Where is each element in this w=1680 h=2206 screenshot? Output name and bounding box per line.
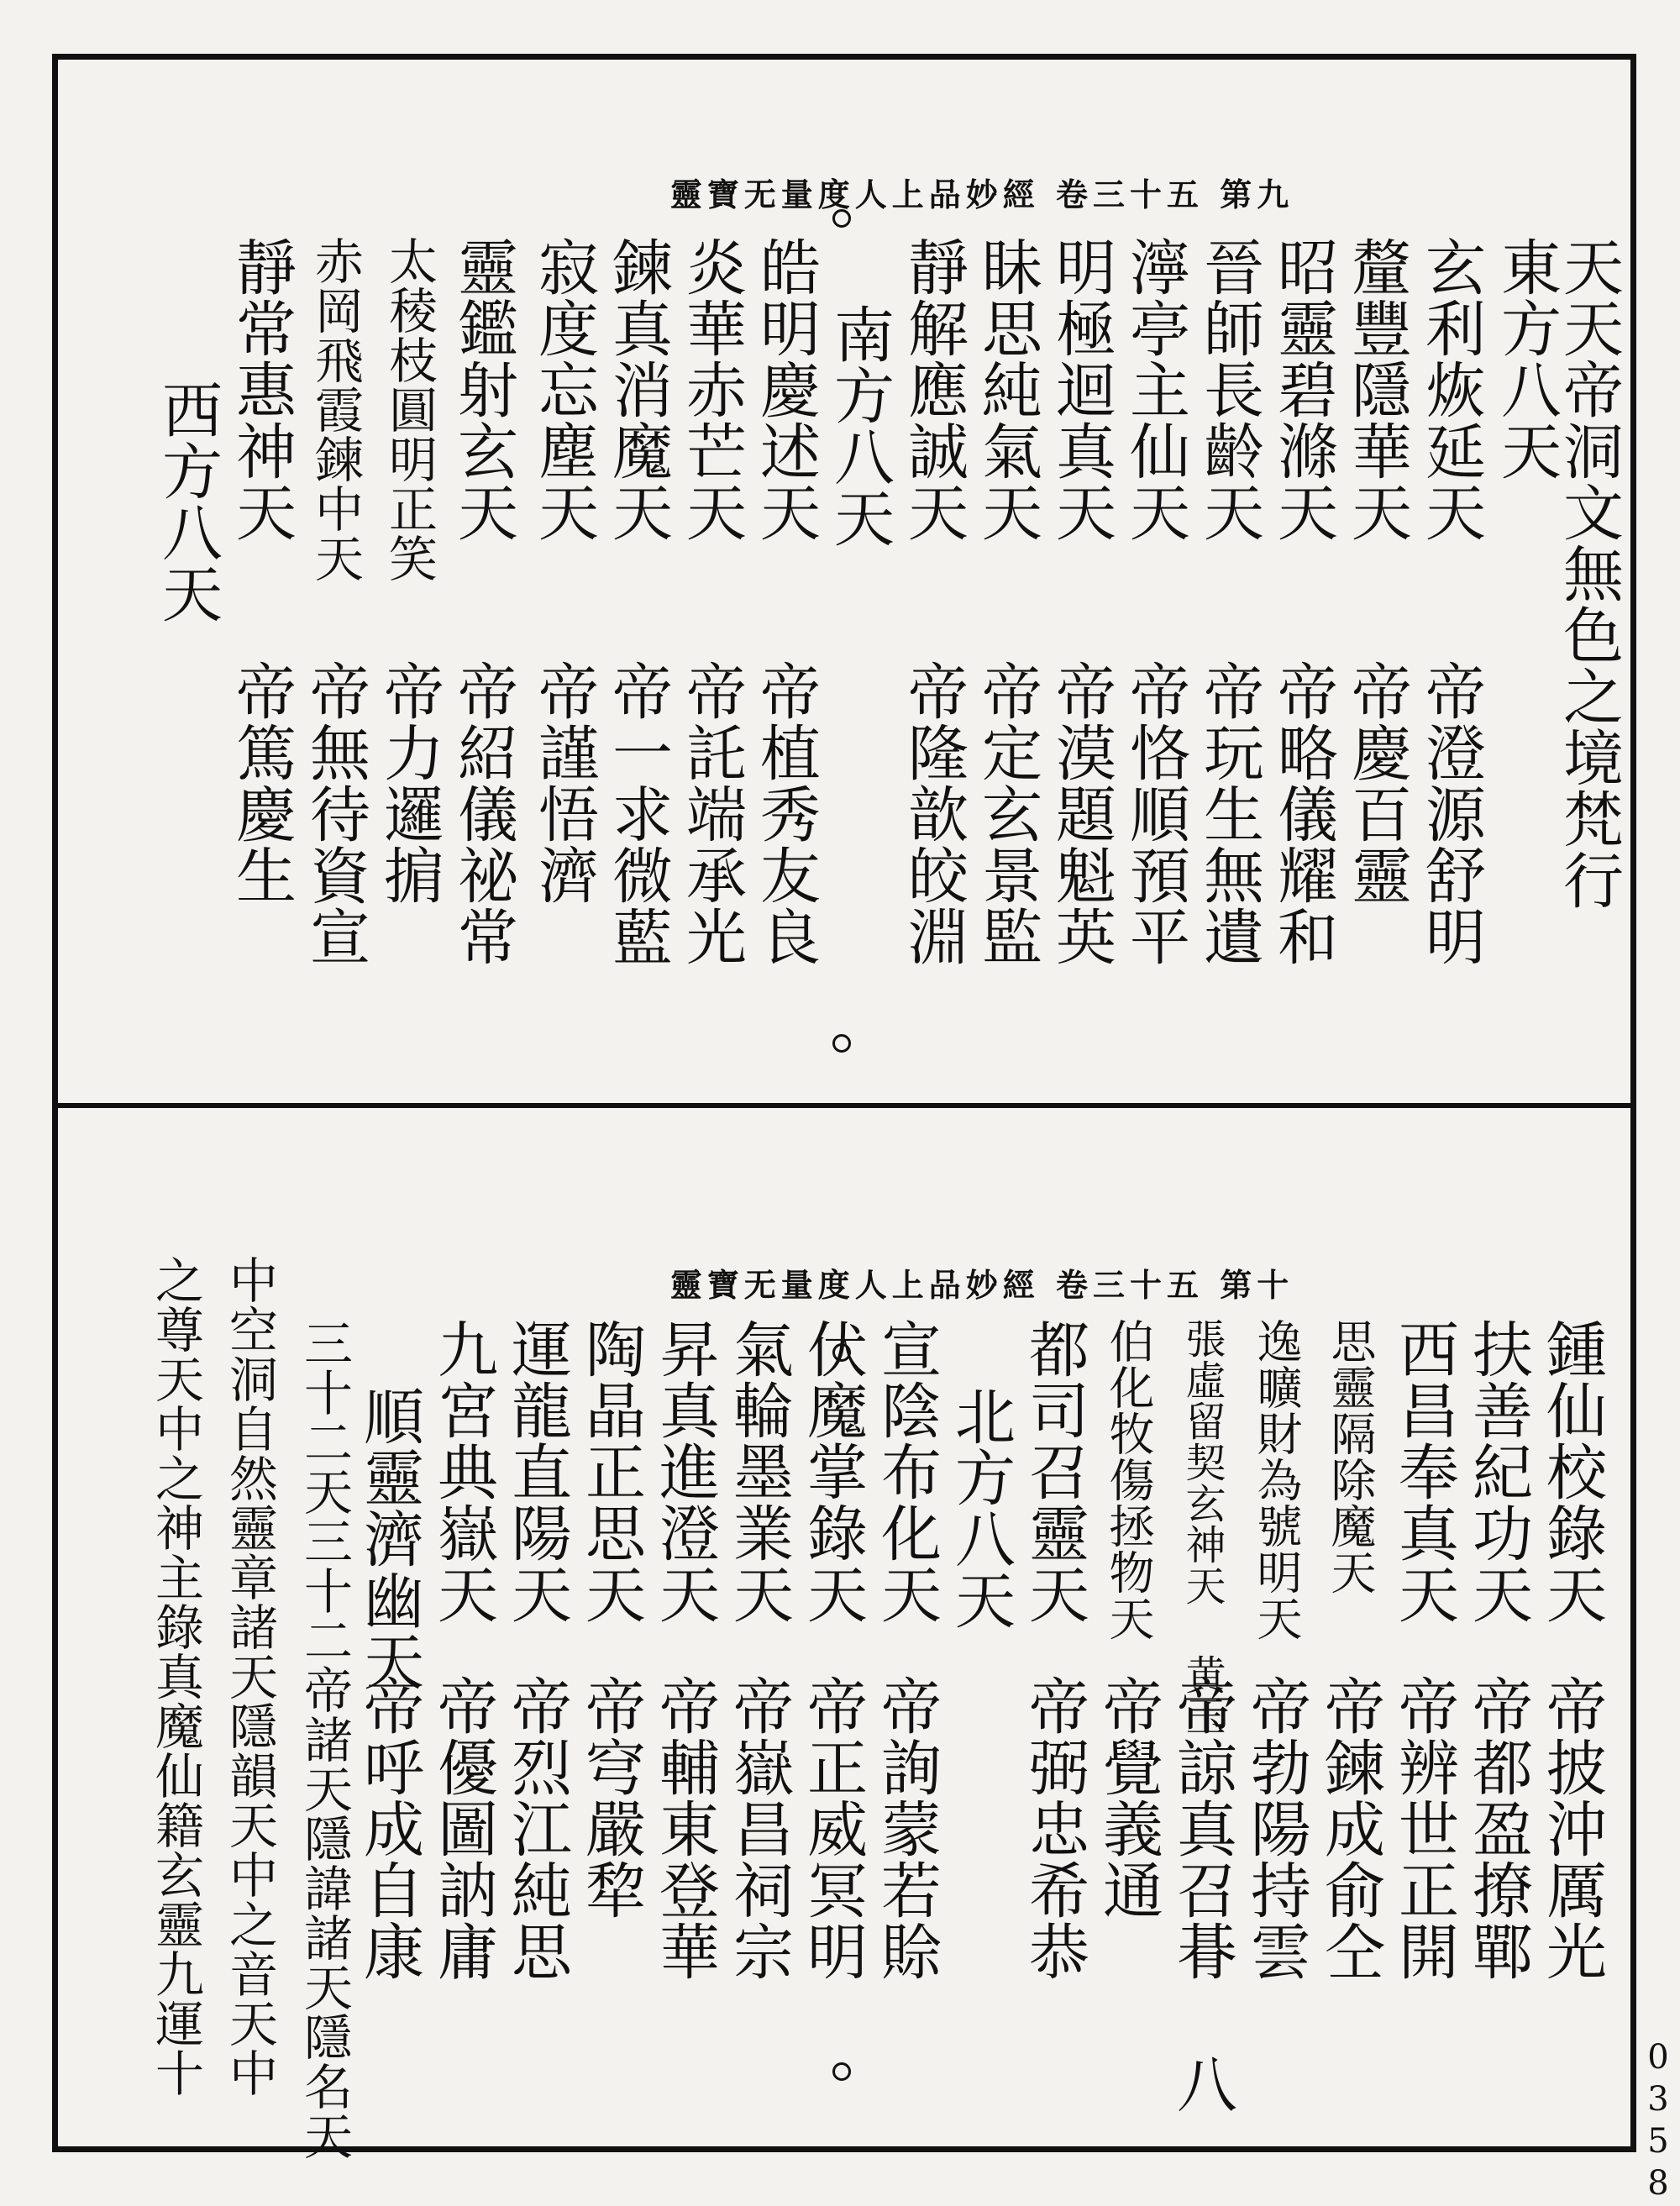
emperor-name: 帝植秀友良 — [750, 660, 821, 967]
top-page — [58, 60, 1630, 1103]
emperor-name: 帝力邏掮 — [374, 660, 444, 906]
text-column: 之尊天中之神主錄真魔仙籍玄靈九運十 — [147, 1255, 204, 2098]
emperor-name: 帝呼成自康 — [354, 1675, 424, 1982]
heaven-name: 九宮典嶽天 — [428, 1318, 498, 1625]
emperor-name: 帝玩生無遺 — [1194, 660, 1264, 967]
emperor-name: 帝紹儀祕常 — [448, 660, 518, 967]
section-heading: 東方八天 — [1491, 236, 1562, 481]
heaven-name: 靜解應誠天 — [898, 236, 969, 543]
emperor-name: 帝優圖訥庸 — [428, 1675, 498, 1982]
emperor-name: 帝隆歆皎淵 — [898, 660, 969, 967]
bottom-page-header: 靈寶无量度人上品妙經 卷三十五 第十 — [669, 1266, 1294, 1304]
binding-hole-top — [832, 209, 851, 228]
heaven-name: 靈鑑射玄天 — [448, 236, 518, 543]
heaven-name: 靜常惠神天 — [226, 236, 297, 543]
heaven-name: 伯化牧傷拯物天 — [1102, 1318, 1155, 1641]
heaven-name: 運龍直陽天 — [501, 1318, 572, 1625]
heaven-name: 扶善紀功天 — [1462, 1318, 1533, 1625]
binding-hole-bottom — [832, 1034, 851, 1053]
emperor-name: 帝弼忠希恭 — [1019, 1675, 1089, 1982]
top-page-header: 靈寶无量度人上品妙經 卷三十五 第九 — [669, 176, 1294, 213]
emperor-name: 帝恪順預平 — [1120, 660, 1190, 967]
bottom-page — [58, 1108, 1630, 2161]
heaven-name: 釐豐隱華天 — [1341, 236, 1412, 543]
emperor-name: 帝漠題魁英 — [1046, 660, 1116, 967]
heaven-name: 伏魔掌錄天 — [797, 1318, 868, 1625]
heaven-name: 昭靈碧滌天 — [1268, 236, 1338, 543]
heaven-name: 張虛留契玄神天 黄玉 — [1179, 1318, 1226, 1736]
heaven-name: 思靈隔除魔天 — [1324, 1318, 1377, 1595]
heaven-name: 西昌奉真天 — [1389, 1318, 1459, 1625]
heaven-name: 鍊真消魔天 — [602, 236, 673, 543]
heaven-name: 宣陰布化天 — [871, 1318, 942, 1625]
heaven-name: 濘亭主仙天 — [1120, 236, 1190, 543]
emperor-name: 帝慶百靈 — [1341, 660, 1412, 906]
heaven-name: 炎華赤芒天 — [676, 236, 747, 543]
emperor-name: 帝定玄景監 — [972, 660, 1042, 967]
heaven-name: 氣輪墨業天 — [723, 1318, 794, 1625]
emperor-name: 帝烈江純思 — [501, 1675, 572, 1982]
text-column: 天天帝洞文無色之境梵行 — [1553, 236, 1624, 911]
emperor-name: 帝無待資宣 — [300, 660, 370, 967]
emperor-name: 帝穹嚴犂 — [575, 1675, 646, 1920]
heaven-name: 都司召靈天 — [1019, 1318, 1089, 1625]
heaven-name: 明極迴真天 — [1046, 236, 1116, 543]
page-number: 0358 — [1639, 2038, 1677, 2206]
emperor-name: 帝略儀耀和 — [1268, 660, 1338, 967]
emperor-name: 帝辨世正開 — [1389, 1675, 1459, 1982]
text-column: 中空洞自然靈章諸天隱韻天中之音天中 — [221, 1255, 278, 2098]
emperor-name: 帝篤慶生 — [226, 660, 297, 906]
page-frame — [52, 54, 1636, 2161]
emperor-name: 帝都盈撩鄲 — [1462, 1675, 1533, 1982]
heaven-name: 陶晶正思天 — [575, 1318, 646, 1625]
text-column: 三十二天三十二帝諸天隱諱諸天隱名天 — [296, 1318, 353, 2161]
emperor-name: 帝一求微藍 — [602, 660, 673, 967]
emperor-name: 帝覺義通 — [1093, 1675, 1163, 1920]
heaven-name: 順靈濟幽天 — [354, 1385, 424, 1692]
heaven-name: 皓明慶述天 — [750, 236, 821, 543]
emperor-name: 帝託端承光 — [676, 660, 747, 967]
emperor-name: 帝詢蒙若賒 — [871, 1675, 942, 1982]
emperor-name: 帝嶽昌祠宗 — [723, 1675, 794, 1982]
emperor-name: 帝輔東登華 — [649, 1675, 720, 1982]
emperor-name: 帝正威冥明 — [797, 1675, 868, 1982]
heaven-name: 玄利烣延天 — [1415, 236, 1486, 543]
section-heading: 西方八天 — [152, 379, 223, 624]
section-heading: 南方八天 — [824, 303, 895, 549]
binding-hole-bottom — [832, 2062, 851, 2081]
heaven-name: 赤岡飛霞鍊中天 — [307, 236, 364, 583]
heaven-name: 晉師長齡天 — [1194, 236, 1264, 543]
emperor-name: 帝勃陽持雲 — [1241, 1675, 1311, 1982]
heaven-name: 逸曠財為號明天 — [1250, 1318, 1303, 1641]
heaven-name: 鍾仙校錄天 — [1536, 1318, 1607, 1625]
emperor-name: 帝鍊成俞仝 — [1315, 1675, 1385, 1982]
heaven-name: 眛思純氣天 — [972, 236, 1042, 543]
emperor-name: 帝澄源舒明 — [1415, 660, 1486, 967]
heaven-name: 昇真進澄天 — [649, 1318, 720, 1625]
section-heading: 北方八天 — [945, 1385, 1016, 1631]
heaven-name: 太稜枝圓明正笑 — [381, 236, 438, 583]
emperor-name: 帝謹悟濟 — [528, 660, 599, 906]
emperor-name: 帝諒真召朞 八 — [1167, 1675, 1237, 2114]
emperor-name: 帝披沖厲光 — [1536, 1675, 1607, 1982]
heaven-name: 寂度忘塵天 — [528, 236, 599, 543]
